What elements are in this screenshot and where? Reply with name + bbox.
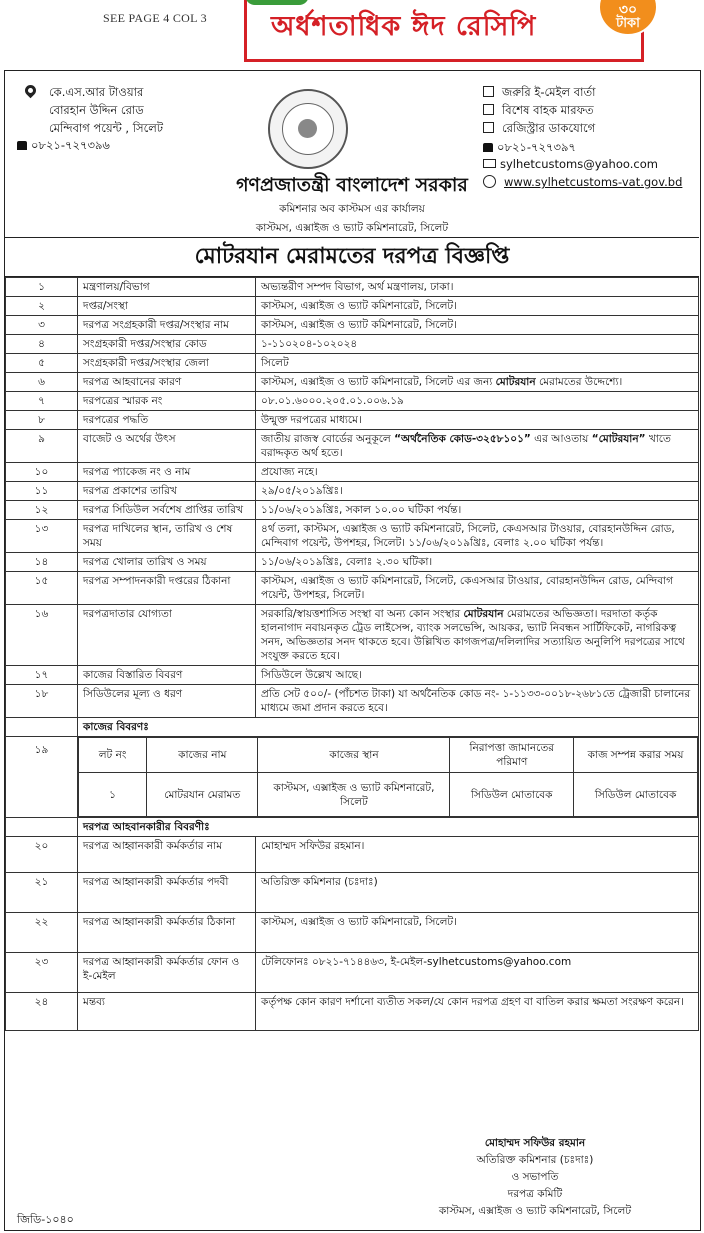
table-cell: ১৩ [6, 520, 78, 553]
table-cell: ২৪ [6, 993, 78, 1031]
left-phone [17, 137, 110, 156]
table-cell: উন্মুক্ত দরপত্রের মাধ্যমে। [256, 411, 699, 430]
table-cell: দরপত্রের স্মারক নং [78, 392, 256, 411]
ad-title: অর্ধশতাধিক ঈদ রেসিপি [271, 11, 537, 42]
table-cell: নিরাপত্তা জামানতের পরিমাণ [450, 738, 574, 773]
table-cell: দরপত্র সম্পাদনকারী দপ্তরের ঠিকানা [78, 572, 256, 605]
table-cell: ১ [79, 773, 147, 817]
table-cell: ৬ [6, 373, 78, 392]
table-cell: দরপত্র দাখিলের স্থান, তারিখ ও শেষ সময় [78, 520, 256, 553]
table-cell: দরপত্র সিডিউল সর্বশেষ প্রাপ্তির তারিখ [78, 501, 256, 520]
table-row [6, 373, 699, 392]
table-cell: সিডিউলের মূল্য ও ধরণ [78, 685, 256, 718]
table-cell: বাজেট ও অর্থের উৎস [78, 430, 256, 463]
table-cell: ৪ [6, 335, 78, 354]
table-cell: ১৯ [6, 737, 78, 818]
ad-banner [244, 0, 644, 62]
checkbox-icon [483, 86, 494, 97]
text-label: মোটরযান [495, 376, 536, 388]
contact-email [483, 157, 658, 171]
table-row [6, 411, 699, 430]
text-label: www.sylhetcustoms-vat.gov.bd [504, 175, 683, 189]
leaf-decoration-icon [245, 0, 309, 5]
table-cell: ২০ [6, 837, 78, 873]
table-cell: ১২ [6, 501, 78, 520]
table-cell [256, 373, 699, 392]
text-label: খাতে বরাদ্দকৃত অর্থ হতে। [261, 433, 671, 459]
table-row [6, 297, 699, 316]
table-row [6, 430, 699, 463]
office-address [49, 83, 163, 137]
signatory-role: ও সভাপতি [511, 1171, 559, 1183]
table-cell: কাজের নাম [147, 738, 258, 773]
checkbox-icon [483, 122, 494, 133]
text-label: মেরামতের উদ্দেশ্যে। [535, 376, 623, 388]
location-pin-icon [23, 83, 39, 99]
table-cell: ১ [6, 278, 78, 297]
table-cell: ১১/০৬/২০১৯খ্রিঃ, বেলাঃ ২.৩০ ঘটিকা। [256, 553, 699, 572]
phone-icon [483, 143, 493, 152]
table-cell: দপ্তর/সংস্থা [78, 297, 256, 316]
table-cell: দরপত্র প্রকাশের তারিখ [78, 482, 256, 501]
table-cell: দরপত্র আহ্বানকারী কর্মকর্তার ঠিকানা [78, 913, 256, 953]
table-cell: কাস্টমস, এক্সাইজ ও ভ্যাট কমিশনারেট, সিলেট [258, 773, 450, 817]
table-cell: দরপত্র আহ্বানকারী কর্মকর্তার নাম [78, 837, 256, 873]
table-cell: প্রতি সেট ৫০০/- (পাঁচশত টাকা) যা অর্থনৈতিক কোড নং- ১-১১৩৩-০০১৮-২৬৮১তে ট্রেজারী চালানের মাধ্যমে জমা প্রদান করতে হবে। [256, 685, 699, 718]
table-cell: ২৯/০৫/২০১৯খ্রিঃ। [256, 482, 699, 501]
table-cell: ১৫ [6, 572, 78, 605]
text-label: মেরামতের অভিজ্ঞতা। দরদাতা কর্তৃক হালনাগাদ নবায়নকৃত ট্রেড লাইসেন্স, ব্যাংক সলভেন্সি, আয়কর, ভ্যাট নিবন্ধন সার্টিফিকেট, নাগরিকত্ব সনদ, অভিজ্ঞতার সনদ থাকতে হবে। উল্লিখিত কাগজপত্র/দলিলাদির সত্যায়িত অনুলিপি দরপত্রের সাথে সংযুক্ত করতে হবে। [261, 608, 685, 662]
table-cell: টেলিফোনঃ ০৮২১-৭১৪৪৬৩, ই-মেইল-sylhetcustoms@yahoo.com [256, 953, 699, 993]
table-row [6, 501, 699, 520]
text-label: মোটরযান [463, 608, 504, 620]
table-row [6, 520, 699, 553]
text-label: রেজিস্ট্রার ডাকযোগে [502, 121, 596, 135]
table-cell: কাস্টমস, এক্সাইজ ও ভ্যাট কমিশনারেট, সিলেট। [256, 913, 699, 953]
option-urgent-email [483, 83, 595, 101]
table-cell: ০৮.০১.৬০০০.২০৫.০১.০০৬.১৯ [256, 392, 699, 411]
delivery-options [483, 83, 595, 137]
table-cell: ৭ [6, 392, 78, 411]
table-cell: সংগ্রহকারী দপ্তর/সংস্থার জেলা [78, 354, 256, 373]
table-row [6, 553, 699, 572]
table-cell: প্রযোজ্য নহে। [256, 463, 699, 482]
signatory-office: কাস্টমস, এক্সাইজ ও ভ্যাট কমিশনারেট, সিলেট [438, 1205, 632, 1217]
table-cell: ৩ [6, 316, 78, 335]
table-cell: কাজ সম্পন্ন করার সময় [574, 738, 698, 773]
text-label: “মোটরযান” [591, 433, 646, 445]
right-phone [483, 139, 576, 158]
table-cell: লট নং [79, 738, 147, 773]
table-row [6, 278, 699, 297]
signatory-committee: দরপত্র কমিটি [507, 1188, 563, 1200]
table-row [6, 572, 699, 605]
table-cell: সিডিউলে উল্লেখ আছে। [256, 666, 699, 685]
table-cell: অতিরিক্ত কমিশনার (চঃদাঃ) [256, 873, 699, 913]
table-cell: ২১ [6, 873, 78, 913]
table-cell: সংগ্রহকারী দপ্তর/সংস্থার কোড [78, 335, 256, 354]
tender-table [5, 277, 699, 1031]
mail-icon [483, 159, 496, 168]
section-heading-work [6, 718, 699, 737]
commissionerate-name: কাস্টমস, এক্সাইজ ও ভ্যাট কমিশনারেট, সিলেট [255, 222, 449, 234]
badge-unit: টাকা [616, 16, 640, 31]
table-row [6, 335, 699, 354]
table-cell: ২৩ [6, 953, 78, 993]
table-cell: কাজের বিবরণঃ [78, 718, 699, 737]
table-row [6, 993, 699, 1031]
table-cell: ২২ [6, 913, 78, 953]
table-cell: দরপত্র আহবানের কারণ [78, 373, 256, 392]
table-cell: কর্তৃপক্ষ কোন কারণ দর্শানো ব্যতীত সকল/যে কোন দরপত্র গ্রহণ বা বাতিল করার ক্ষমতা সংরক্ষণ করেন। [256, 993, 699, 1031]
table-cell: ৪র্থ তলা, কাস্টমস, এক্সাইজ ও ভ্যাট কমিশনারেট, সিলেট, কেএসআর টাওয়ার, বোরহানউদ্দিন রোড, মেন্দিবাগ পয়েন্ট, উপশহর, সিলেট। ১১/০৬/২০১৯খ্রিঃ, বেলাঃ ২.০০ ঘটিকা পর্যন্ত। [256, 520, 699, 553]
address-line-3: মেন্দিবাগ পয়েন্ট , সিলেট [49, 121, 164, 135]
table-cell: কাস্টমস, এক্সাইজ ও ভ্যাট কমিশনারেট, সিলেট। [256, 316, 699, 335]
section-heading-caller [6, 818, 699, 837]
table-cell: দরপত্র খোলার তারিখ ও সময় [78, 553, 256, 572]
table-row [6, 913, 699, 953]
left-phone-number: ০৮২১-৭২৭৩৯৬ [31, 138, 110, 152]
table-cell: দরপত্র প্যাকেজ নং ও নাম [78, 463, 256, 482]
table-row [6, 953, 699, 993]
work-schedule-table [78, 737, 698, 817]
text-label: ০৮২১-৭২৭৩৯৭ [497, 140, 576, 154]
table-cell: অভ্যন্তরীণ সম্পদ বিভাগ, অর্থ মন্ত্রণালয়, ঢাকা। [256, 278, 699, 297]
badge-number: ৩০ [618, 2, 638, 18]
table-cell: দরপত্রদাতার যোগ্যতা [78, 605, 256, 666]
text-label: কাস্টমস, এক্সাইজ ও ভ্যাট কমিশনারেট, সিলেট এর জন্য [261, 376, 496, 388]
table-cell: ১১/০৬/২০১৯খ্রিঃ, সকাল ১০.০০ ঘটিকা পর্যন্ত। [256, 501, 699, 520]
table-cell: ১৬ [6, 605, 78, 666]
table-row [6, 354, 699, 373]
table-cell: ১-১১০২০৪-১০২০২৪ [256, 335, 699, 354]
table-cell: ১১ [6, 482, 78, 501]
text-label: এর আওতায় [530, 433, 592, 445]
signatory-title: অতিরিক্ত কমিশনার (চঃদাঃ) [476, 1154, 594, 1166]
government-name: গণপ্রজাতন্ত্রী বাংলাদেশ সরকার [236, 174, 468, 196]
letterhead [5, 71, 699, 275]
table-cell: সিডিউল মোতাবেক [574, 773, 698, 817]
text-label: সরকারি/স্বায়ত্তশাসিত সংস্থা বা অন্য কোন সংস্থার [261, 608, 464, 620]
text-label: “অর্থনৈতিক কোড-৩২৫৮১০১” [394, 433, 531, 445]
table-cell [6, 818, 78, 837]
table-row [6, 482, 699, 501]
option-special-carrier [483, 101, 595, 119]
table-cell: ৮ [6, 411, 78, 430]
table-cell [78, 737, 699, 818]
checkbox-icon [483, 104, 494, 115]
option-registered-post [483, 119, 595, 137]
table-cell: সিলেট [256, 354, 699, 373]
see-page-note: SEE PAGE 4 COL 3 [103, 11, 207, 25]
schedule-header [79, 738, 698, 773]
price-badge [598, 0, 658, 36]
table-cell: দরপত্র সংগ্রহকারী দপ্তর/সংস্থার নাম [78, 316, 256, 335]
table-cell: ২ [6, 297, 78, 316]
table-cell: কাজের স্থান [258, 738, 450, 773]
table-row [6, 463, 699, 482]
table-cell: দরপত্র আহ্বানকারী কর্মকর্তার পদবী [78, 873, 256, 913]
table-cell: দরপত্রের পদ্ধতি [78, 411, 256, 430]
table-cell [6, 718, 78, 737]
notice-frame [4, 70, 701, 1231]
text-label: জরুরি ই-মেইল বার্তা [502, 85, 596, 99]
address-line-1: কে.এস.আর টাওয়ার [49, 85, 144, 99]
phone-icon [17, 141, 27, 150]
table-cell: কাস্টমস, এক্সাইজ ও ভ্যাট কমিশনারেট, সিলেট। [256, 297, 699, 316]
table-cell: ৯ [6, 430, 78, 463]
signature-block [385, 1135, 685, 1220]
signatory-name: মোহাম্মদ সফিউর রহমান [484, 1137, 586, 1149]
table-cell: ১৮ [6, 685, 78, 718]
table-cell: দরপত্র আহবানকারীর বিবরণীঃ [78, 818, 699, 837]
table-cell: ১৭ [6, 666, 78, 685]
address-line-2: বোরহান উদ্দিন রোড [49, 103, 144, 117]
gd-number: জিডি-১০৪০ [17, 1213, 74, 1226]
table-cell: দরপত্র আহ্বানকারী কর্মকর্তার ফোন ও ই-মেইল [78, 953, 256, 993]
table-row [6, 837, 699, 873]
table-row [6, 392, 699, 411]
table-row [6, 666, 699, 685]
table-row [6, 605, 699, 666]
text-label: sylhetcustoms@yahoo.com [500, 157, 658, 171]
table-cell: সিডিউল মোতাবেক [450, 773, 574, 817]
table-cell: কাজের বিস্তারিত বিবরণ [78, 666, 256, 685]
table-cell: মন্তব্য [78, 993, 256, 1031]
table-cell: ৫ [6, 354, 78, 373]
table-cell: ১৪ [6, 553, 78, 572]
table-cell: মোটরযান মেরামত [147, 773, 258, 817]
table-row [6, 316, 699, 335]
text-label: বিশেষ বাহক মারফত [502, 103, 594, 117]
office-name: কমিশনার অব কাস্টমস এর কার্যালয় [279, 203, 425, 215]
table-cell: মন্ত্রণালয়/বিভাগ [78, 278, 256, 297]
schedule-row [6, 737, 699, 818]
table-cell: কাস্টমস, এক্সাইজ ও ভ্যাট কমিশনারেট, সিলেট, কেএসআর টাওয়ার, বোরহানউদ্দিন রোড, মেন্দিবাগ পয়েন্ট, উপশহর, সিলেট। [256, 572, 699, 605]
top-strip [0, 0, 704, 66]
table-row [6, 685, 699, 718]
notice-title: মোটরযান মেরামতের দরপত্র বিজ্ঞপ্তি [5, 237, 699, 277]
table-cell: ১০ [6, 463, 78, 482]
text-label: জাতীয় রাজস্ব বোর্ডের অনুকূলে [261, 433, 395, 445]
table-cell [256, 605, 699, 666]
table-cell [256, 430, 699, 463]
table-row [6, 873, 699, 913]
table-cell: মোহাম্মদ সফিউর রহমান। [256, 837, 699, 873]
schedule-lot-row [79, 773, 698, 817]
government-seal-icon [268, 89, 348, 169]
